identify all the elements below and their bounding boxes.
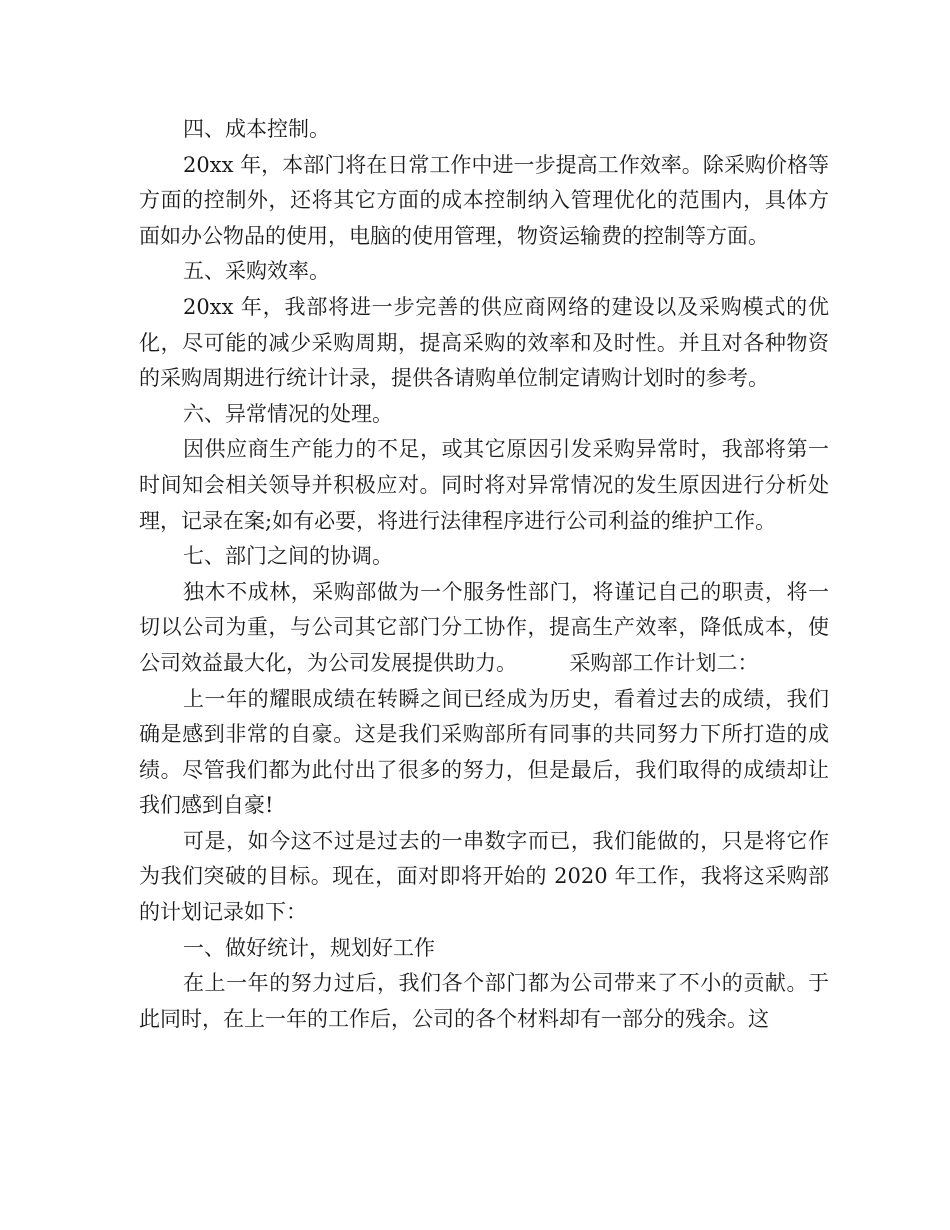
paragraph-last-year-results: 上一年的耀眼成绩在转瞬之间已经成为历史，看着过去的成绩，我们确是感到非常的自豪。这是我们采购部所有同事的共同努力下所打造的成绩。尽管我们都为此付出了很多的努力，但是最后，我们取得的成绩却让我们感到自豪! bbox=[139, 686, 829, 818]
paragraph-exception-handling: 因供应商生产能力的不足，或其它原因引发采购异常时，我部将第一时间知会相关领导并积极应对。同时将对异常情况的发生原因进行分析处理，记录在案;如有必要，将进行法律程序进行公司利益的维护工作。 bbox=[139, 437, 829, 533]
section-heading-department-coordination: 七、部门之间的协调。 bbox=[183, 544, 393, 569]
paragraph-plan-intro: 可是，如今这不过是过去的一串数字而已，我们能做的，只是将它作为我们突破的目标。现在，面对即将开始的 2020 年工作，我将这采购部的计划记录如下： bbox=[139, 828, 829, 925]
section-heading-cost-control: 四、成本控制。 bbox=[183, 117, 330, 141]
paragraph-department-coordination: 独木不成林，采购部做为一个服务性部门，将谨记自己的职责，将一切以公司为重，与公司其它部门分工协作，提高生产效率，降低成本，使公司效益最大化，为公司发展提供助力。 采购部工作计划二： bbox=[139, 579, 829, 675]
paragraph-purchasing-efficiency: 20xx 年，我部将进一步完善的供应商网络的建设以及采购模式的优化，尽可能的减少采购周期，提高采购的效率和及时性。并且对各种物资的采购周期进行统计计录，提供各请购单位制定请购计划时的参考。 bbox=[139, 294, 829, 391]
paragraph-statistics-planning: 在上一年的努力过后，我们各个部门都为公司带来了不小的贡献。于此同时，在上一年的工作后，公司的各个材料却有一部分的残余。这 bbox=[139, 971, 829, 1031]
paragraph-cost-control: 20xx 年，本部门将在日常工作中进一步提高工作效率。除采购价格等方面的控制外，还将其它方面的成本控制纳入管理优化的范围内，具体方面如办公物品的使用，电脑的使用管理，物资运输费的控制等方面。 bbox=[139, 152, 829, 248]
document-body bbox=[139, 112, 829, 1037]
section-heading-purchasing-efficiency: 五、采购效率。 bbox=[183, 259, 330, 284]
section-heading-statistics-planning: 一、做好统计，规划好工作 bbox=[183, 935, 435, 960]
section-heading-exception-handling: 六、异常情况的处理。 bbox=[183, 401, 393, 426]
